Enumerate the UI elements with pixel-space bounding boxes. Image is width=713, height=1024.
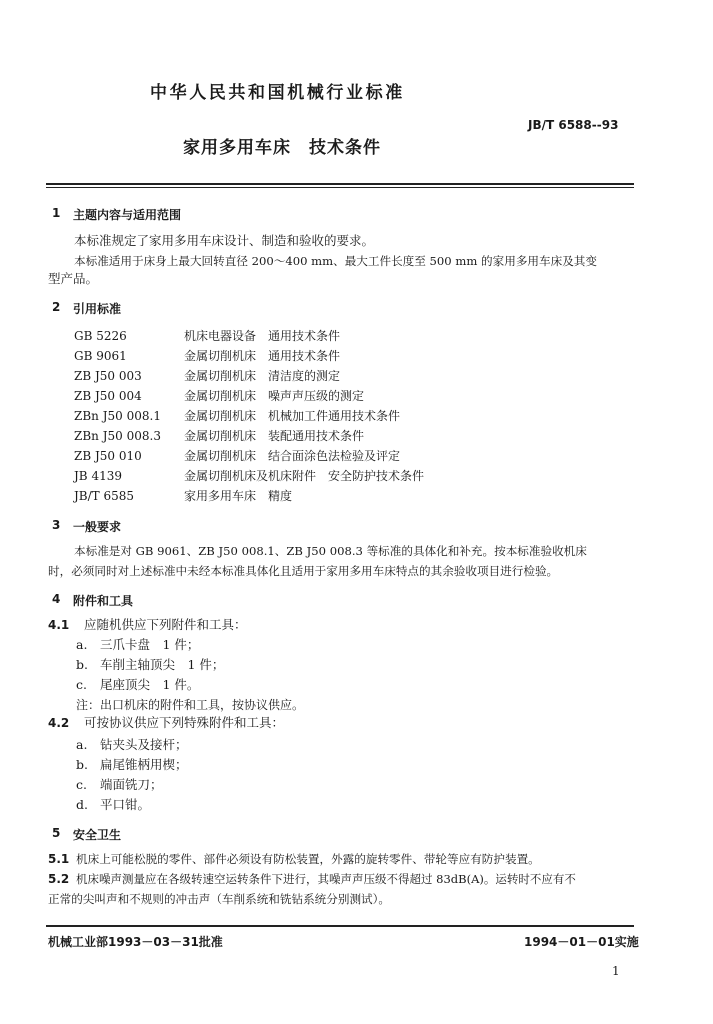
reference-code: JB 4139 [74, 469, 122, 483]
clause-4-1-item-text: 三爪卡盘 1 件； [100, 637, 200, 652]
reference-code: ZB J50 004 [74, 389, 142, 403]
section-2-number: 2 [52, 300, 61, 314]
reference-code: GB 5226 [74, 329, 127, 343]
reference-code: GB 9061 [74, 349, 127, 363]
reference-title: 金属切削机床及机床附件 安全防护技术条件 [184, 469, 425, 483]
reference-title: 机床电器设备 通用技术条件 [184, 329, 341, 343]
reference-row [74, 406, 400, 426]
section-2-title: 引用标准 [73, 302, 122, 316]
reference-title: 家用多用车床 精度 [184, 489, 293, 503]
clause-5-2-line-2: 正常的尖叫声和不规则的冲击声（车削系统和铣钻系统分别测试）。 [48, 892, 391, 906]
section-5-title: 安全卫生 [73, 828, 122, 842]
document-title: 家用多用车床 技术条件 [183, 138, 381, 158]
reference-row [74, 426, 364, 446]
section-1-paragraph-2-line-1: 本标准适用于床身上最大回转直径 200～400 mm、最大工件长度至 500 mm 的家用多用车床及其变 [74, 254, 597, 268]
clause-4-1-note: 注：出口机床的附件和工具，按协议供应。 [76, 698, 305, 712]
reference-title: 金属切削机床 清洁度的测定 [184, 369, 341, 383]
clause-4-1-item-mark: b. [76, 657, 88, 672]
clause-4-2-item-text: 平口钳。 [100, 797, 151, 812]
reference-row [74, 366, 340, 386]
reference-code: ZB J50 003 [74, 369, 142, 383]
reference-code: JB/T 6585 [74, 489, 135, 503]
section-5-number: 5 [52, 826, 61, 840]
clause-4-2-item-text: 钻夹头及接杆； [100, 737, 188, 752]
section-3-title: 一般要求 [73, 520, 122, 534]
section-1-paragraph-1: 本标准规定了家用多用车床设计、制造和验收的要求。 [74, 233, 375, 248]
clause-4-1-item-mark: a. [76, 637, 88, 652]
clause-4-2-item-text: 扁尾锥柄用楔； [100, 757, 188, 772]
section-3-line-1: 本标准是对 GB 9061、ZB J50 008.1、ZB J50 008.3 等标准的具体化和补充。按本标准验收机床 [74, 544, 587, 558]
reference-title: 金属切削机床 机械加工件通用技术条件 [184, 409, 401, 423]
clause-4-2-item-mark: a. [76, 737, 88, 752]
reference-title: 金属切削机床 噪声声压级的测定 [184, 389, 365, 403]
effective-date: 1994－01－01实施 [524, 935, 639, 949]
clause-4-1-item-text: 车削主轴顶尖 1 件； [100, 657, 225, 672]
clause-4-1-item-mark: c. [76, 677, 87, 692]
reference-code: ZB J50 010 [74, 449, 142, 463]
section-1-paragraph-2-line-2: 型产品。 [48, 271, 99, 286]
reference-row [74, 386, 364, 406]
header-rule-thin [46, 187, 634, 188]
reference-row [74, 346, 340, 366]
section-1-number: 1 [52, 206, 61, 220]
reference-row [74, 466, 424, 486]
reference-code: ZBn J50 008.1 [74, 409, 161, 423]
clause-4-2-number: 4.2 [48, 716, 70, 730]
clause-4-2-item-mark: d. [76, 797, 88, 812]
clause-4-1-item-text: 尾座顶尖 1 件。 [100, 677, 200, 692]
standard-number: JB/T 6588--93 [528, 118, 619, 132]
clause-4-2-item-mark: c. [76, 777, 87, 792]
section-1-title: 主题内容与适用范围 [73, 208, 182, 222]
clause-4-2-item-mark: b. [76, 757, 88, 772]
clause-4-1-text: 应随机供应下列附件和工具： [84, 617, 247, 632]
reference-row [74, 486, 292, 506]
footer-rule [46, 925, 634, 927]
org-title: 中华人民共和国机械行业标准 [150, 83, 405, 103]
clause-4-2-item-text: 端面铣刀； [100, 777, 163, 792]
section-3-number: 3 [52, 518, 61, 532]
reference-title: 金属切削机床 装配通用技术条件 [184, 429, 365, 443]
clause-5-1-text: 机床上可能松脱的零件、部件必须设有防松装置，外露的旋转零件、带轮等应有防护装置。 [76, 852, 540, 866]
page-number: 1 [612, 964, 620, 978]
reference-title: 金属切削机床 通用技术条件 [184, 349, 341, 363]
clause-5-2-line-1: 机床噪声测量应在各级转速空运转条件下进行，其噪声声压级不得超过 83dB(A)。运转时不应有不 [76, 872, 576, 886]
reference-row [74, 326, 340, 346]
section-4-title: 附件和工具 [73, 594, 134, 608]
approval-date: 机械工业部1993－03－31批准 [48, 935, 223, 949]
clause-5-1-number: 5.1 [48, 852, 70, 866]
section-4-number: 4 [52, 592, 61, 606]
clause-4-2-text: 可按协议供应下列特殊附件和工具： [84, 715, 285, 730]
header-rule [46, 183, 634, 185]
reference-code: ZBn J50 008.3 [74, 429, 161, 443]
reference-row [74, 446, 400, 466]
clause-5-2-number: 5.2 [48, 872, 70, 886]
section-3-line-2: 时，必须同时对上述标准中未经本标准具体化且适用于家用多用车床特点的其余验收项目进行检验。 [48, 564, 559, 578]
clause-4-1-number: 4.1 [48, 618, 70, 632]
reference-title: 金属切削机床 结合面涂色法检验及评定 [184, 449, 401, 463]
